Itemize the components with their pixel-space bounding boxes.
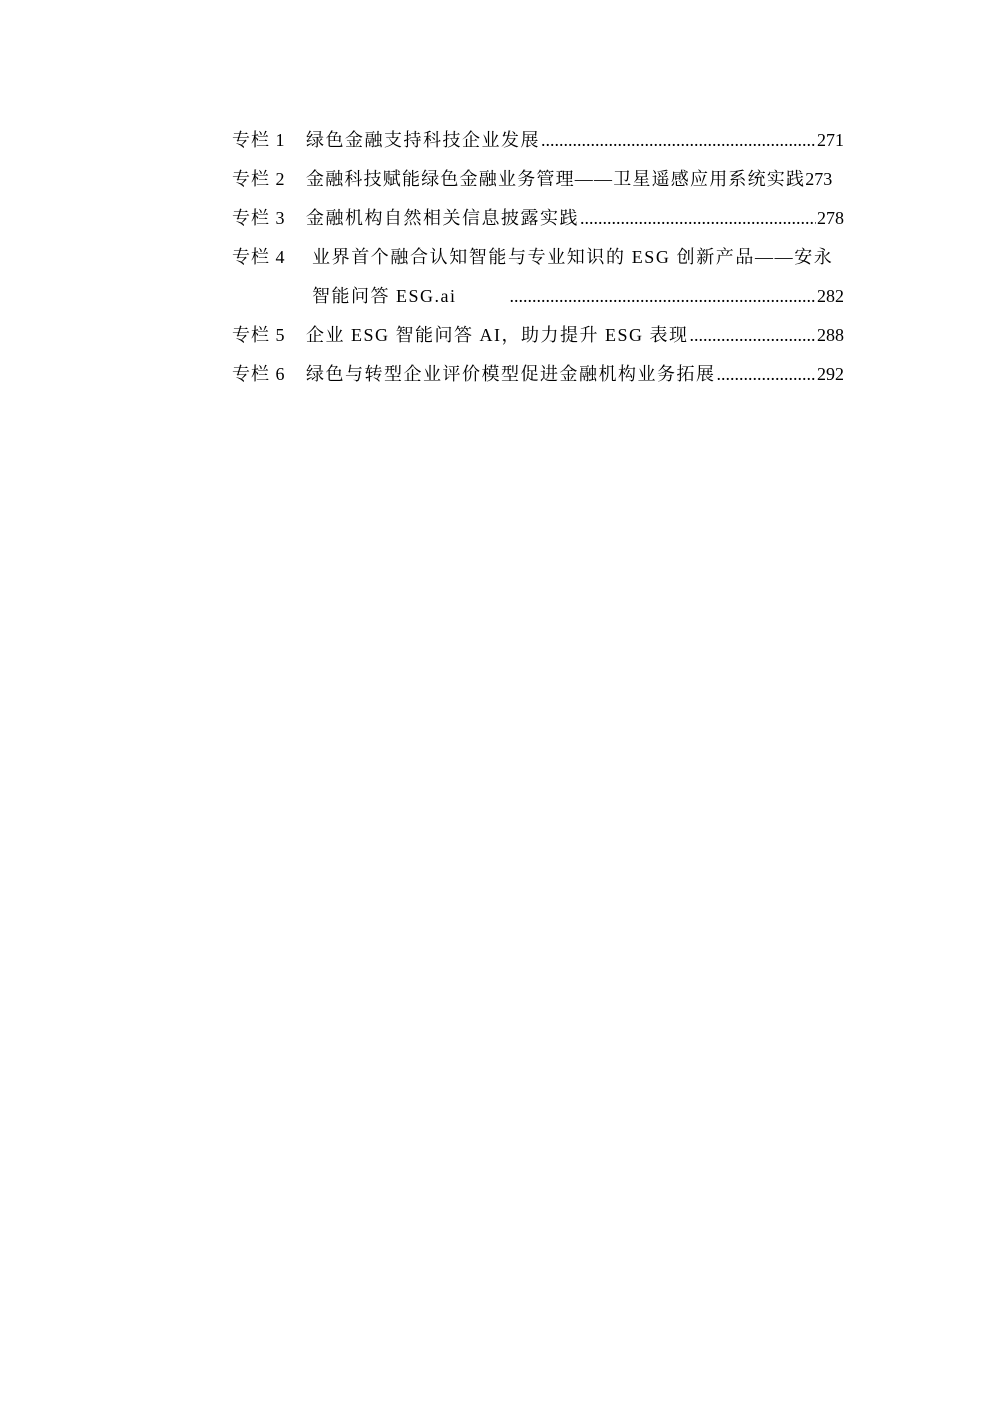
toc-entry-4-continued[interactable]	[232, 277, 844, 316]
toc-entry-page: 278	[817, 208, 844, 228]
toc-entry-label: 专栏 2	[232, 169, 286, 189]
toc-dot-leader	[541, 121, 816, 160]
toc-entry-label: 专栏 3	[232, 208, 286, 228]
toc-entry-label: 专栏 4	[232, 247, 286, 267]
toc-entry-2[interactable]	[232, 160, 844, 199]
toc-dot-leader	[580, 199, 816, 238]
toc-entry-title: 绿色金融支持科技企业发展	[306, 130, 540, 150]
toc-entry-page: 273	[805, 169, 833, 189]
toc-entry-5[interactable]	[232, 316, 844, 355]
toc-entry-label: 专栏 1	[232, 130, 286, 150]
toc-entry-3[interactable]	[232, 199, 844, 238]
toc-dot-leader	[717, 355, 817, 394]
toc-entry-4[interactable]	[232, 238, 844, 277]
toc-entry-6[interactable]	[232, 355, 844, 394]
toc-entry-page: 282	[817, 286, 844, 306]
toc-entry-title-continued: 智能问答 ESG.ai	[312, 286, 457, 306]
toc-entry-title: 绿色与转型企业评价模型促进金融机构业务拓展	[306, 364, 716, 384]
toc-entry-title: 企业 ESG 智能问答 AI，助力提升 ESG 表现	[306, 325, 689, 345]
toc-entry-1[interactable]	[232, 121, 844, 160]
toc-entry-page: 292	[817, 364, 844, 384]
toc-entry-title: 业界首个融合认知智能与专业知识的 ESG 创新产品——安永	[312, 247, 834, 267]
toc-entry-page: 288	[817, 325, 844, 345]
table-of-contents	[232, 121, 844, 394]
toc-dot-leader	[690, 316, 816, 355]
toc-entry-page: 271	[817, 130, 844, 150]
toc-entry-label: 专栏 5	[232, 325, 286, 345]
toc-dot-leader	[510, 277, 817, 316]
toc-entry-title: 金融科技赋能绿色金融业务管理——卫星遥感应用系统实践	[306, 169, 806, 189]
toc-entry-label: 专栏 6	[232, 364, 286, 384]
toc-entry-title: 金融机构自然相关信息披露实践	[306, 208, 579, 228]
